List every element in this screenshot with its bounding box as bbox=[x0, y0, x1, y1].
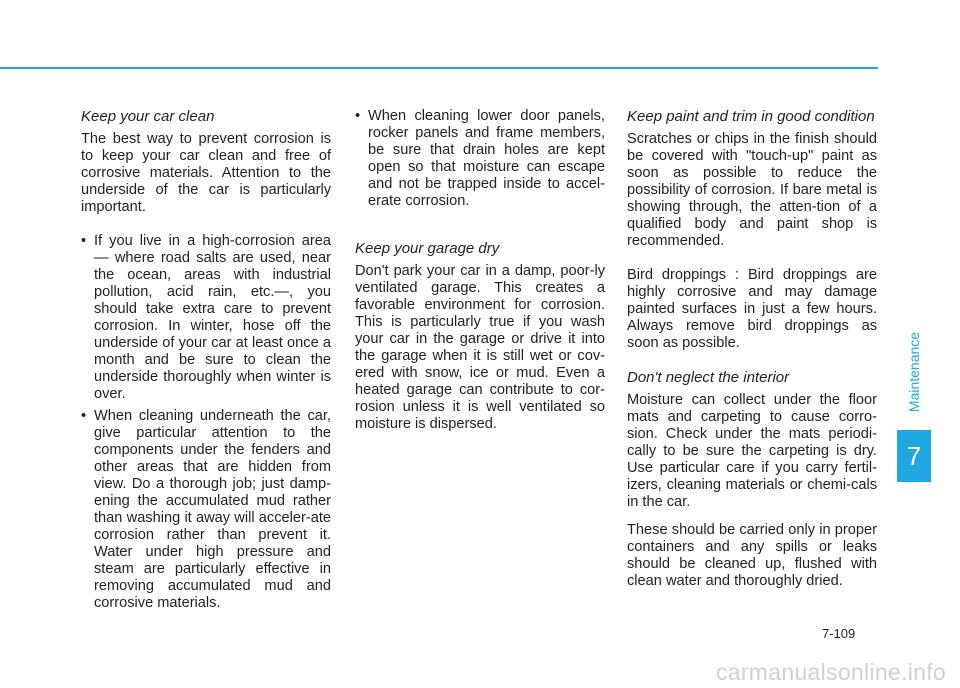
chapter-tab: 7 bbox=[897, 430, 931, 482]
list-item: • When cleaning lower door panels, rocker panels and frame members, be sure that drain holes are kept open so that moisture can escape and not be trapped inside to accel-erate corrosion. bbox=[355, 108, 605, 210]
heading-interior: Don't neglect the interior bbox=[627, 369, 790, 386]
watermark-text: carmanualsonline.info bbox=[715, 659, 946, 685]
containers-paragraph: These should be carried only in proper containers and any spills or leaks should be cleaned up, flushed with clean water and thoroughly dried. bbox=[627, 522, 877, 589]
heading-keep-car-clean: Keep your car clean bbox=[81, 108, 215, 125]
column-right bbox=[627, 108, 877, 607]
list-item: • When cleaning underneath the car, give particular attention to the components under the fenders and other areas that are hidden from view. Do a thorough job; just damp-ening the accumulated mud rather than washing it away will acceler-ate corrosion rather than prevent it. Water under high pressure and steam are particularly effective in removing accumulated mud and corrosive materials. bbox=[81, 408, 331, 612]
paint-paragraph: Scratches or chips in the finish should be covered with "touch-up" paint as soon as possible to reduce the possibility of corrosion. If bare metal is showing through, the atten-tion of a qualified body and paint shop is recommended. bbox=[627, 131, 877, 249]
list-item: • If you live in a high-corrosion area — where road salts are used, near the ocean, areas with industrial pollution, acid rain, etc.—, you should take extra care to prevent corrosion. In winter, hose off the underside of your car at least once a month and be sure to clean the underside thoroughly when winter is over. bbox=[81, 233, 331, 403]
heading-paint-trim: Keep paint and trim in good condition bbox=[627, 108, 875, 125]
bullet-list-middle bbox=[355, 108, 605, 210]
heading-keep-garage-dry: Keep your garage dry bbox=[355, 240, 500, 257]
intro-paragraph: The best way to prevent corrosion is to keep your car clean and free of corrosive materials. Attention to the underside of the car is particularly important. bbox=[81, 131, 331, 215]
chapter-label: Maintenance bbox=[906, 331, 922, 413]
column-middle bbox=[355, 108, 605, 450]
page-number: 7-109 bbox=[822, 626, 856, 641]
bullet-list-left bbox=[81, 233, 331, 612]
bird-droppings-paragraph: Bird droppings : Bird droppings are highly corrosive and may damage painted surfaces in just a few hours. Always remove bird droppings as soon as possible. bbox=[627, 267, 877, 351]
column-left bbox=[81, 108, 331, 629]
garage-paragraph: Don't park your car in a damp, poor-ly ventilated garage. This creates a favorable environment for corrosion. This is particularly true if you wash your car in the garage or drive it into the garage when it is still wet or cov-ered with snow, ice or mud. Even a heated garage can contribute to cor-rosion unless it is well ventilated so moisture is dispersed. bbox=[355, 263, 605, 432]
header-rule bbox=[0, 67, 878, 69]
interior-paragraph: Moisture can collect under the floor mats and carpeting to cause corro-sion. Check under the mats periodi-cally to be sure the carpeting is dry. Use particular care if you carry fertil-izers, cleaning materials or chemi-cals in the car. bbox=[627, 392, 877, 510]
